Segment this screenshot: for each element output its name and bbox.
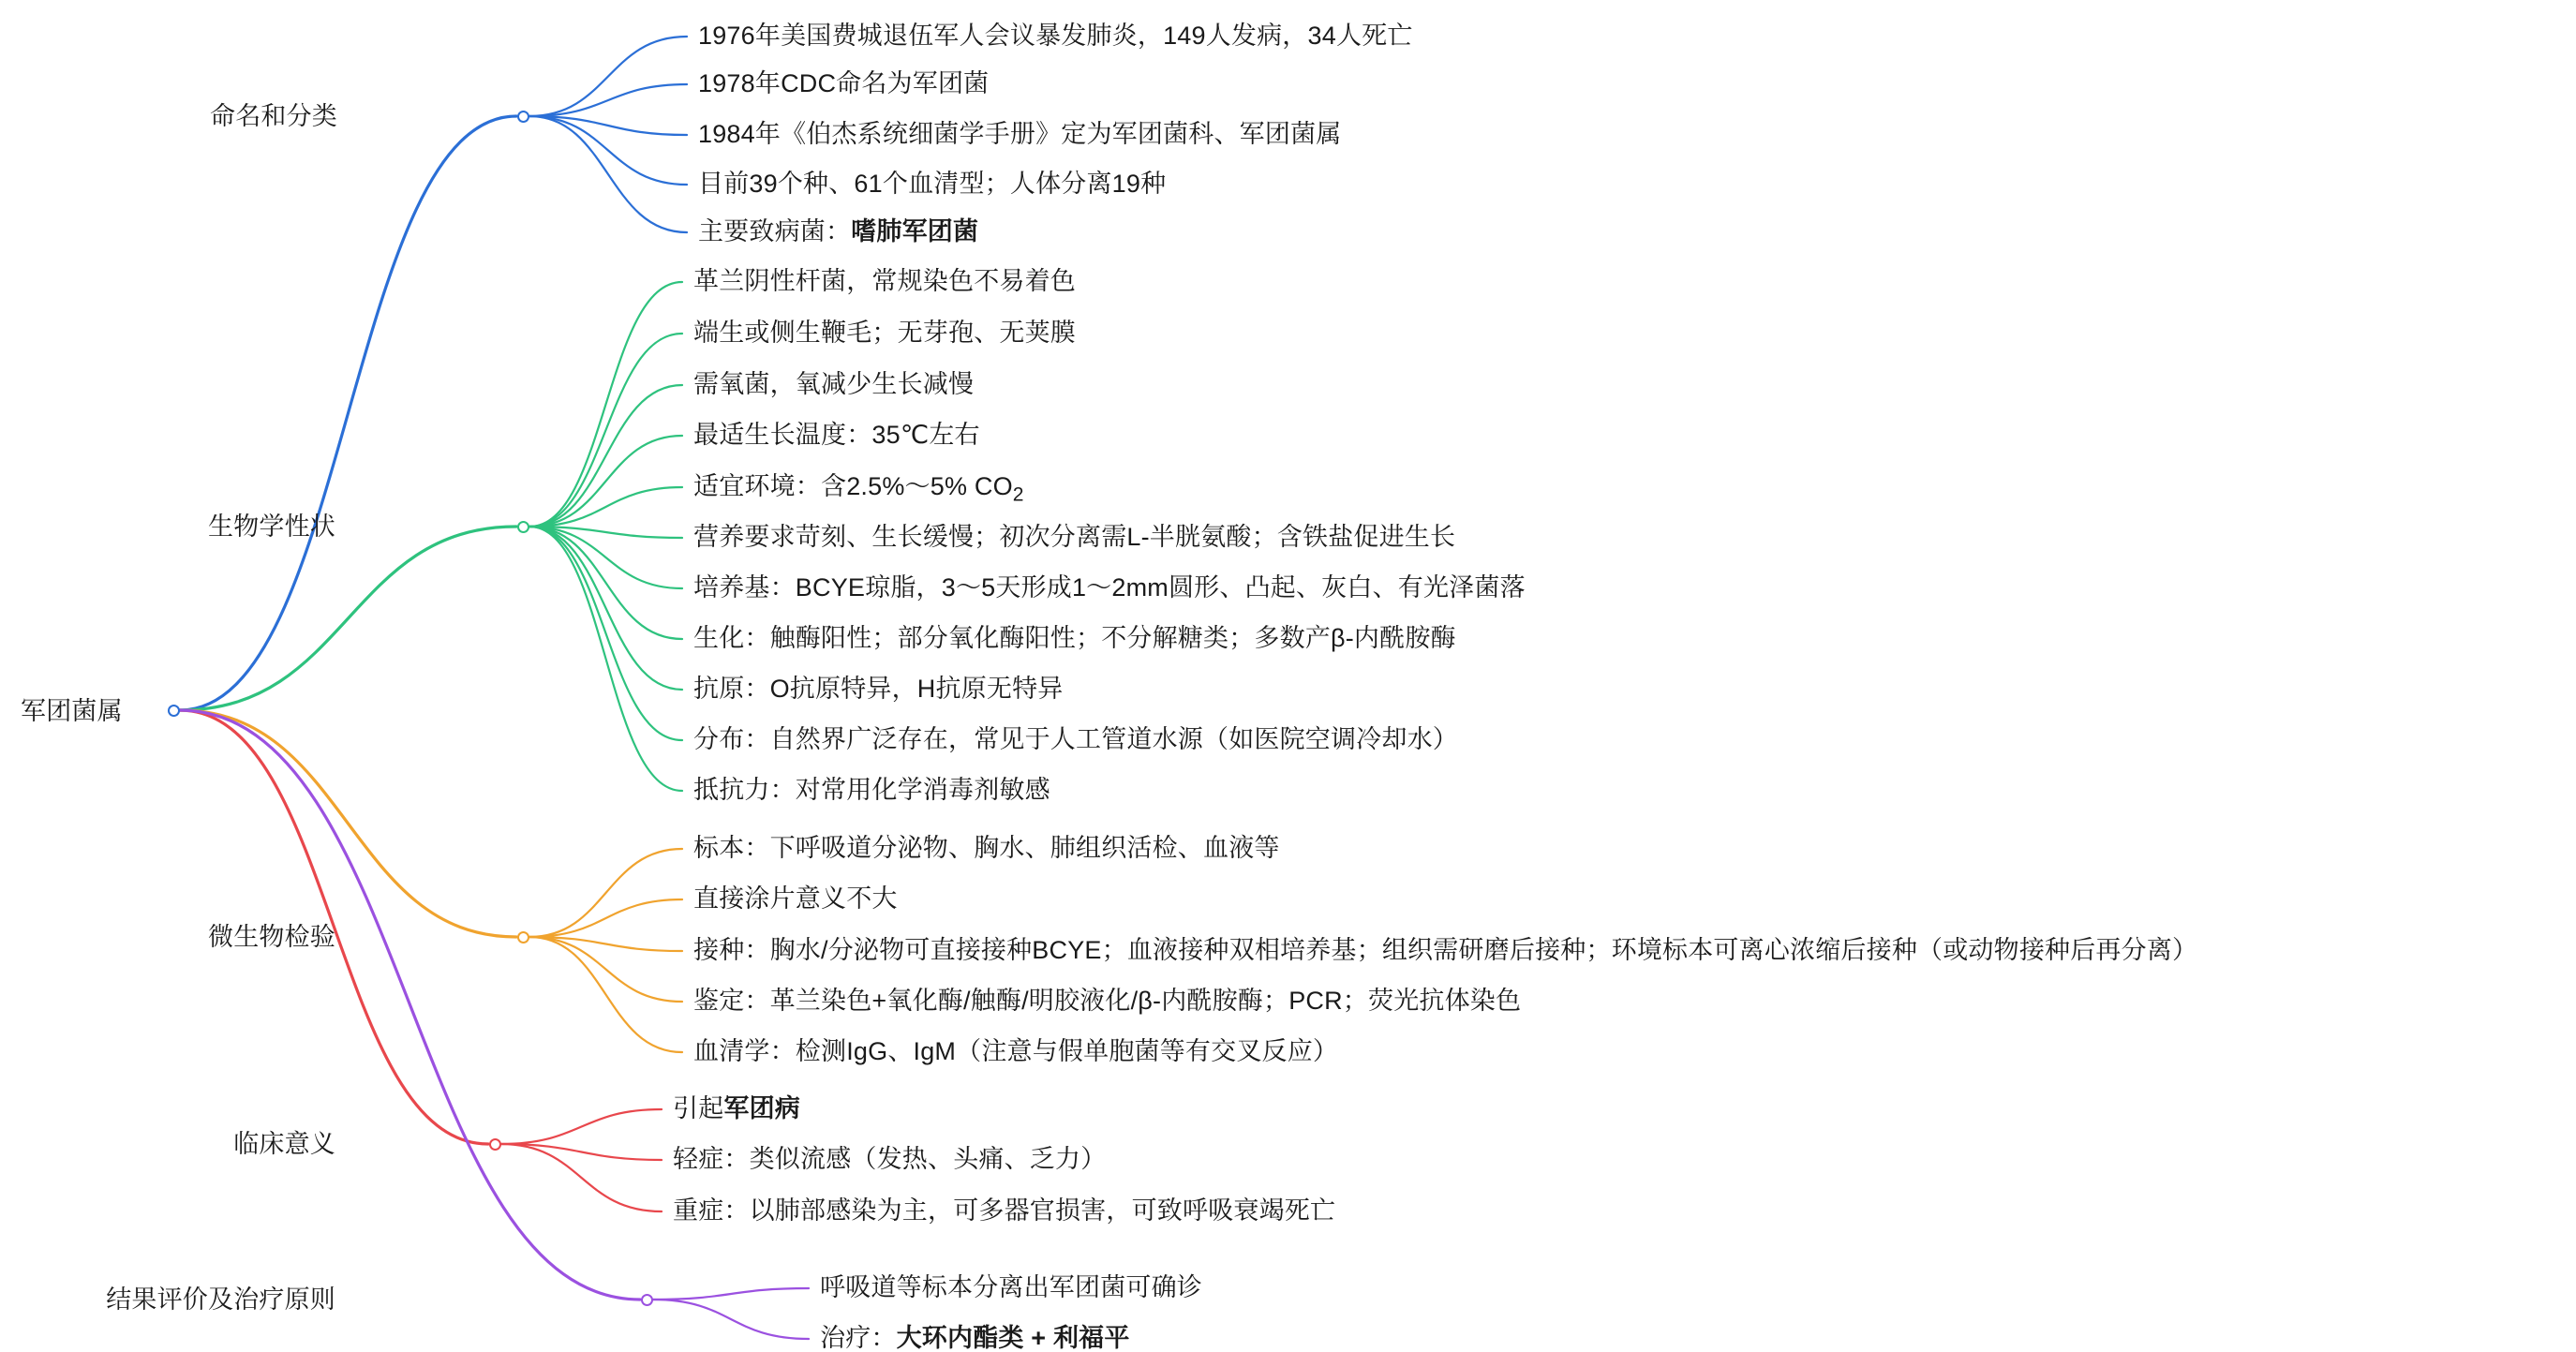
mindmap-branch-dot[interactable]: [517, 931, 529, 943]
mindmap-leaf-node[interactable]: 分布：自然界广泛存在，常见于人工管道水源（如医院空调冷却水）: [693, 725, 1458, 753]
mindmap-leaf-node[interactable]: 直接涂片意义不大: [693, 884, 898, 913]
mindmap-leaf-node[interactable]: 引起军团病: [673, 1094, 801, 1122]
mindmap-branch-dot[interactable]: [489, 1138, 501, 1151]
mindmap-leaf-node[interactable]: 抗原：O抗原特异，H抗原无特异: [693, 675, 1064, 703]
mindmap-leaf-node[interactable]: 1978年CDC命名为军团菌: [698, 69, 990, 97]
mindmap-leaf-node[interactable]: 治疗：大环内酯类 + 利福平: [820, 1324, 1130, 1352]
mindmap-root-dot[interactable]: [168, 705, 180, 717]
mindmap-branch-node[interactable]: 微生物检验: [208, 923, 335, 951]
mindmap-leaf-node[interactable]: 接种：胸水/分泌物可直接接种BCYE；血液接种双相培养基；组织需研磨后接种；环境标本可离心浓缩后接种（或动物接种后再分离）: [693, 936, 2198, 964]
mindmap-branch-node[interactable]: 临床意义: [233, 1130, 335, 1158]
mindmap-leaf-node[interactable]: 鉴定：革兰染色+氧化酶/触酶/明胶液化/β-内酰胺酶；PCR；荧光抗体染色: [693, 987, 1522, 1015]
mindmap-leaf-node[interactable]: 重症：以肺部感染为主，可多器官损害，可致呼吸衰竭死亡: [673, 1196, 1336, 1225]
mindmap-branch-dot[interactable]: [517, 111, 529, 123]
mindmap-leaf-node[interactable]: 主要致病菌：嗜肺军团菌: [698, 217, 979, 245]
mindmap-leaf-node[interactable]: 目前39个种、61个血清型；人体分离19种: [698, 170, 1167, 198]
mindmap-branch-dot[interactable]: [641, 1294, 653, 1306]
mindmap-leaf-node[interactable]: 轻症：类似流感（发热、头痛、乏力）: [673, 1145, 1107, 1173]
mindmap-leaf-node[interactable]: 呼吸道等标本分离出军团菌可确诊: [820, 1273, 1202, 1301]
mindmap-leaf-node[interactable]: 血清学：检测IgG、IgM（注意与假单胞菌等有交叉反应）: [693, 1037, 1339, 1065]
mindmap-leaf-node[interactable]: 最适生长温度：35℃左右: [693, 421, 980, 449]
mindmap-leaf-node[interactable]: 1976年美国费城退伍军人会议暴发肺炎，149人发病，34人死亡: [698, 22, 1413, 50]
mindmap-branch-node[interactable]: 结果评价及治疗原则: [106, 1285, 335, 1314]
mindmap-leaf-node[interactable]: 抵抗力：对常用化学消毒剂敏感: [693, 776, 1050, 804]
mindmap-leaf-node[interactable]: 适宜环境：含2.5%～5% $CO_2$: [693, 472, 1024, 506]
mindmap-leaf-node[interactable]: 革兰阴性杆菌，常规染色不易着色: [693, 267, 1076, 295]
mindmap-leaf-node[interactable]: 培养基：BCYE琼脂，3～5天形成1～2mm圆形、凸起、灰白、有光泽菌落: [693, 573, 1526, 602]
mindmap-branch-node[interactable]: 生物学性状: [208, 513, 335, 541]
mindmap-leaf-node[interactable]: 1984年《伯杰系统细菌学手册》定为军团菌科、军团菌属: [698, 120, 1342, 148]
mindmap-leaf-node[interactable]: 标本：下呼吸道分泌物、胸水、肺组织活检、血液等: [693, 834, 1280, 862]
mindmap-branch-dot[interactable]: [517, 521, 529, 533]
mindmap-branch-node[interactable]: 命名和分类: [210, 102, 337, 130]
mindmap-leaf-node[interactable]: 营养要求苛刻、生长缓慢；初次分离需L-半胱氨酸；含铁盐促进生长: [693, 523, 1456, 551]
mindmap-leaf-node[interactable]: 需氧菌，氧减少生长减慢: [693, 370, 975, 398]
mindmap-leaf-node[interactable]: 端生或侧生鞭毛；无芽孢、无荚膜: [693, 319, 1076, 347]
mindmap-leaf-node[interactable]: 生化：触酶阳性；部分氧化酶阳性；不分解糖类；多数产β-内酰胺酶: [693, 624, 1456, 652]
mindmap-root-node[interactable]: 军团菌属: [21, 697, 123, 725]
